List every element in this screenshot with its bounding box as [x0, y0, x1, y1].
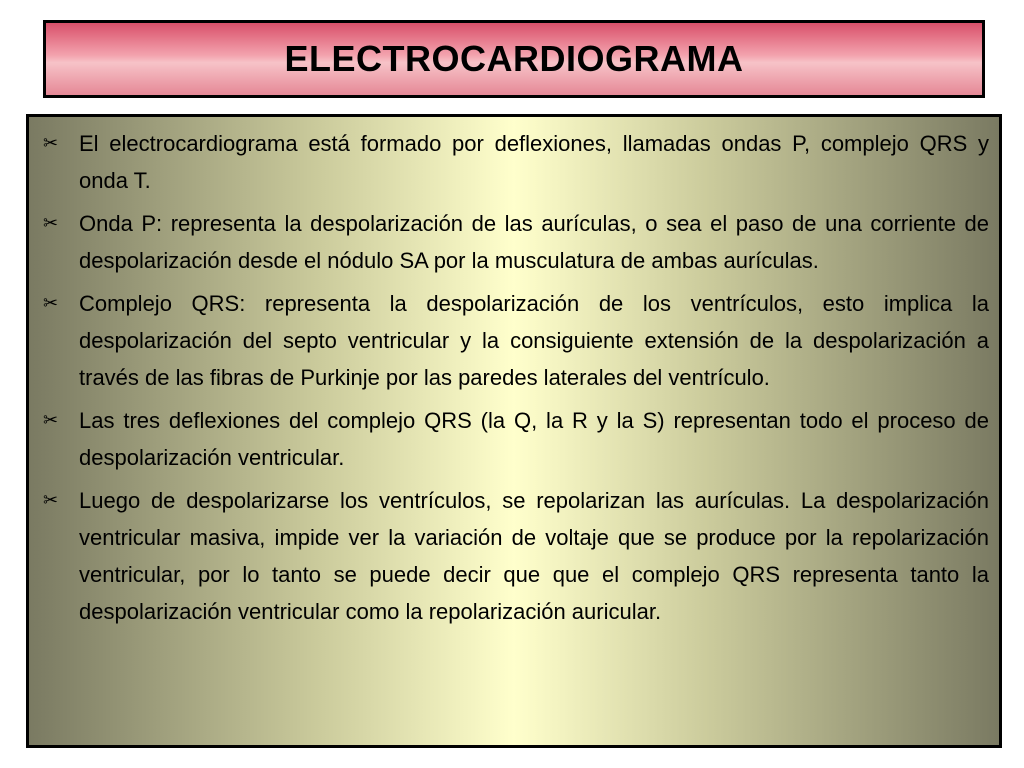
title-banner: [43, 20, 985, 98]
bullet-text: Complejo QRS: representa la despolarización de los ventrículos, esto implica la despolarización del septo ventricular y la consiguiente extensión de la despolarización a través de las fibras de Purkinje por las paredes laterales del ventrículo.: [79, 291, 989, 390]
scissors-icon: ✂: [43, 410, 59, 431]
scissors-icon: ✂: [43, 133, 59, 154]
scissors-icon: ✂: [43, 293, 59, 314]
scissors-icon: ✂: [43, 490, 59, 511]
bullet-text: Luego de despolarizarse los ventrículos, se repolarizan las aurículas. La despolarización ventricular masiva, impide ver la variación de voltaje que se produce por la repolarización ventricular, por lo tanto se puede decir que que el complejo QRS representa tanto la despolarización ventricular como la repolarización auricular.: [79, 488, 989, 624]
bullet-text: Onda P: representa la despolarización de las aurículas, o sea el paso de una corriente de despolarización desde el nódulo SA por la musculatura de ambas aurículas.: [79, 211, 989, 273]
bullet-text: Las tres deflexiones del complejo QRS (la Q, la R y la S) representan todo el proceso de despolarización ventricular.: [79, 408, 989, 470]
bullet-item: [43, 285, 989, 396]
scissors-icon: ✂: [43, 213, 59, 234]
bullet-item: [43, 205, 989, 279]
bullet-item: [43, 125, 989, 199]
slide-title: ELECTROCARDIOGRAMA: [284, 38, 744, 79]
bullet-list: [43, 125, 989, 630]
bullet-item: [43, 402, 989, 476]
bullet-item: [43, 482, 989, 630]
bullet-text: El electrocardiograma está formado por deflexiones, llamadas ondas P, complejo QRS y onda T.: [79, 131, 989, 193]
content-panel: [26, 114, 1002, 748]
